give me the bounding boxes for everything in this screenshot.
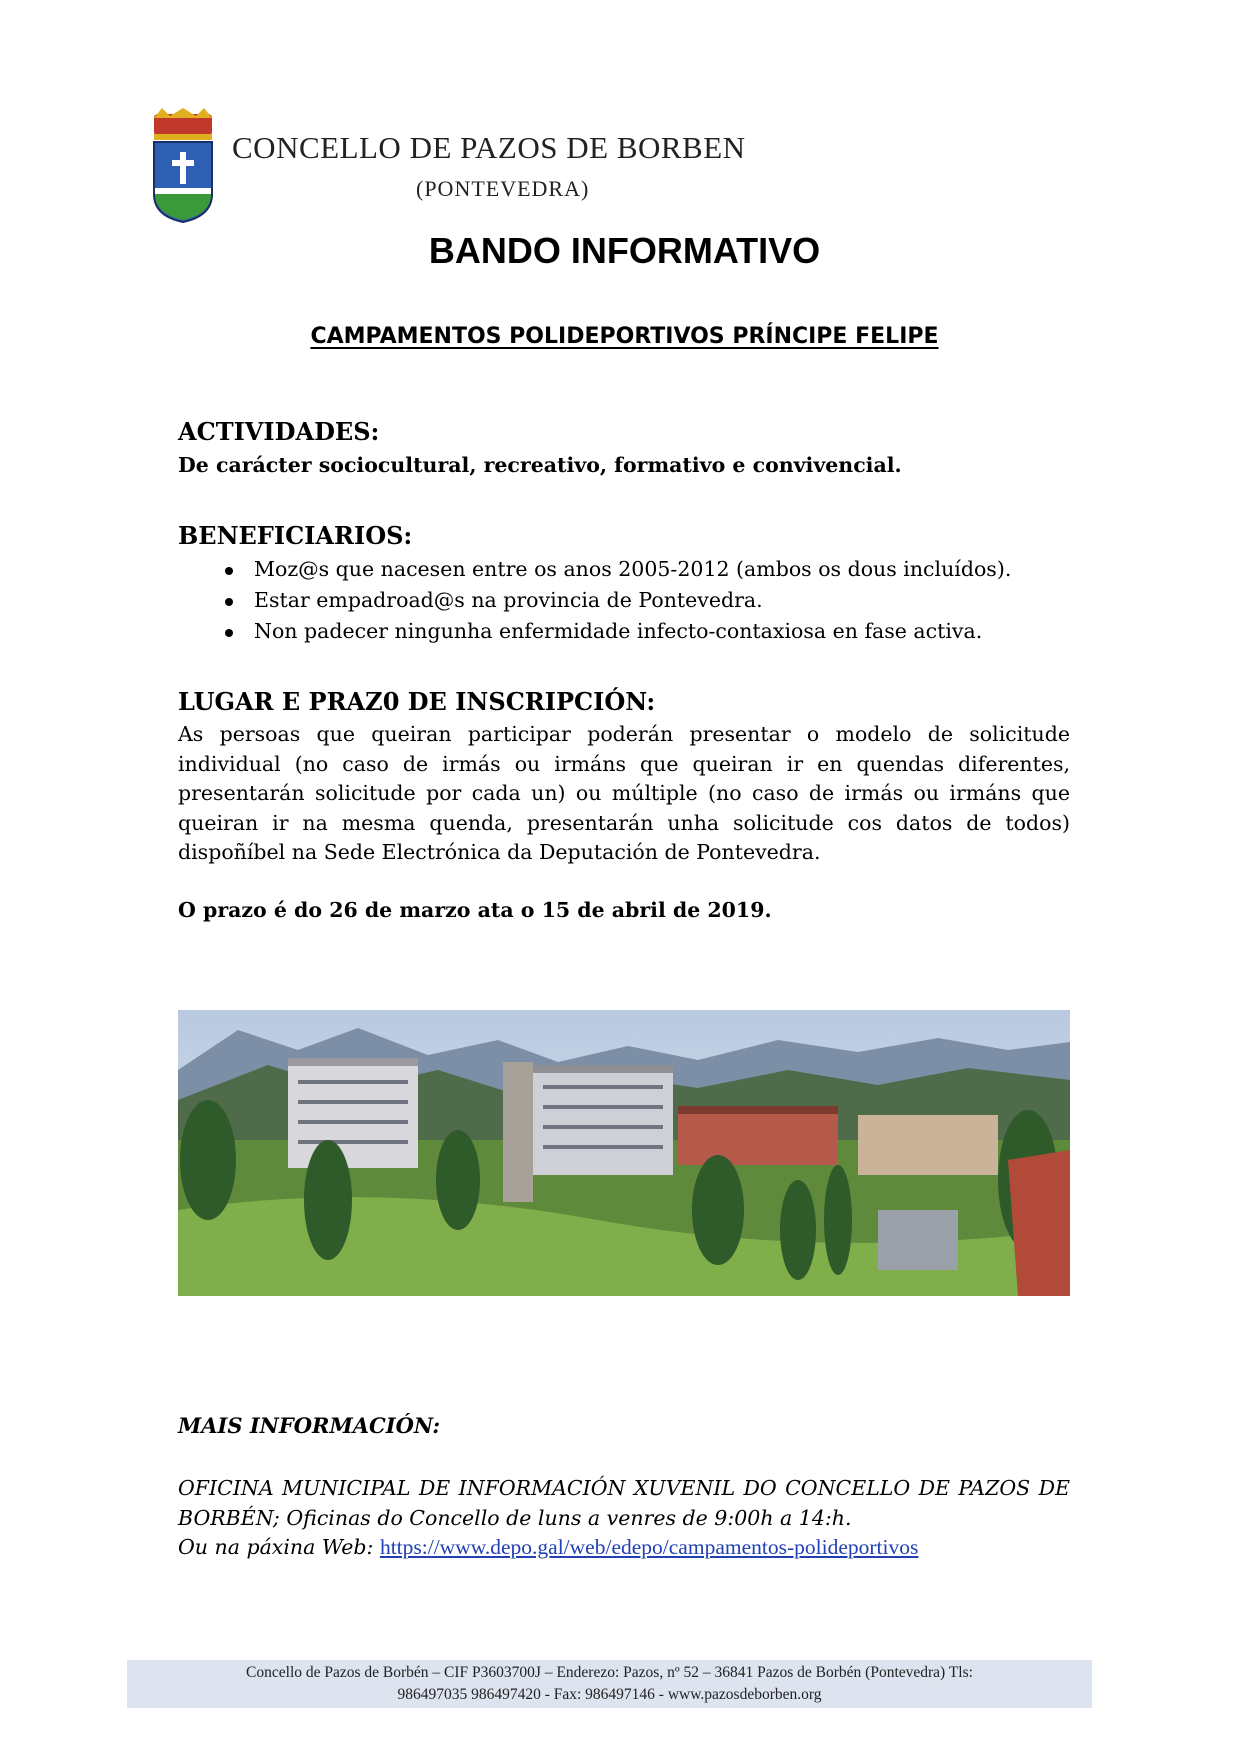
beneficiaries-list: [178, 554, 1011, 647]
website-link[interactable]: https://www.depo.gal/web/edepo/campamentos-polideportivos: [379, 1535, 919, 1559]
footer-line-2: 986497035 986497420 - Fax: 986497146 - www.pazosdeborben.org: [397, 1686, 822, 1703]
list-item: [178, 554, 1011, 585]
beneficiaries-heading: BENEFICIARIOS:: [178, 521, 413, 550]
document-title: BANDO INFORMATIVO: [428, 230, 821, 271]
registration-text: As persoas que queiran participar poderán presentar o modelo de solicitude individual (no caso de irmás ou irmáns que queiran ir en quendas diferentes, presentarán solicitude por cada un) ou múltiple (no caso de irmás ou irmáns que queiran ir na mesma quenda, presentarán unha solicitude cos datos de todos) dispoñíbel na Sede Electrónica da Deputación de Pontevedra.: [178, 722, 1070, 864]
bullet-icon: [225, 629, 233, 637]
organization-province: (PONTEVEDRA): [416, 176, 590, 201]
organization-name: CONCELLO DE PAZOS DE BORBEN: [232, 130, 746, 165]
more-info-heading: MAIS INFORMACIÓN:: [178, 1413, 441, 1438]
office-info-text: OFICINA MUNICIPAL DE INFORMACIÓN XUVENIL DO CONCELLO DE PAZOS DE BORBÉN; Oficinas do Concello de luns a venres de 9:00h a 14:h.: [178, 1476, 1070, 1530]
website-line: [178, 1533, 1070, 1563]
document-subtitle: [0, 324, 1241, 349]
bullet-icon: [225, 567, 233, 575]
list-item: [178, 616, 1011, 647]
list-item-text: Non padecer ningunha enfermidade infecto-contaxiosa en fase activa.: [254, 619, 983, 643]
list-item-text: Moz@s que nacesen entre os anos 2005-2012 (ambos os dous incluídos).: [254, 557, 1012, 581]
list-item: [178, 585, 1011, 616]
activities-text: De carácter sociocultural, recreativo, formativo e convivencial.: [178, 453, 902, 477]
registration-deadline: O prazo é do 26 de marzo ata o 15 de abril de 2019.: [178, 898, 772, 922]
campus-photo: [178, 1010, 1070, 1296]
subtitle-text: CAMPAMENTOS POLIDEPORTIVOS PRÍNCIPE FELIPE: [310, 324, 939, 349]
activities-heading: ACTIVIDADES:: [178, 417, 380, 446]
coat-of-arms-icon: [150, 108, 216, 224]
bullet-icon: [225, 598, 233, 606]
footer-line-1: Concello de Pazos de Borbén – CIF P3603700J – Enderezo: Pazos, nº 52 – 36841 Pazos de Borbén (Pontevedra) Tls:: [246, 1664, 973, 1681]
website-prefix: Ou na páxina Web:: [178, 1535, 380, 1559]
list-item-text: Estar empadroad@s na provincia de Pontevedra.: [254, 588, 763, 612]
registration-heading: LUGAR E PRAZ0 DE INSCRIPCIÓN:: [178, 687, 656, 716]
footer-contact-bar: [127, 1660, 1092, 1708]
